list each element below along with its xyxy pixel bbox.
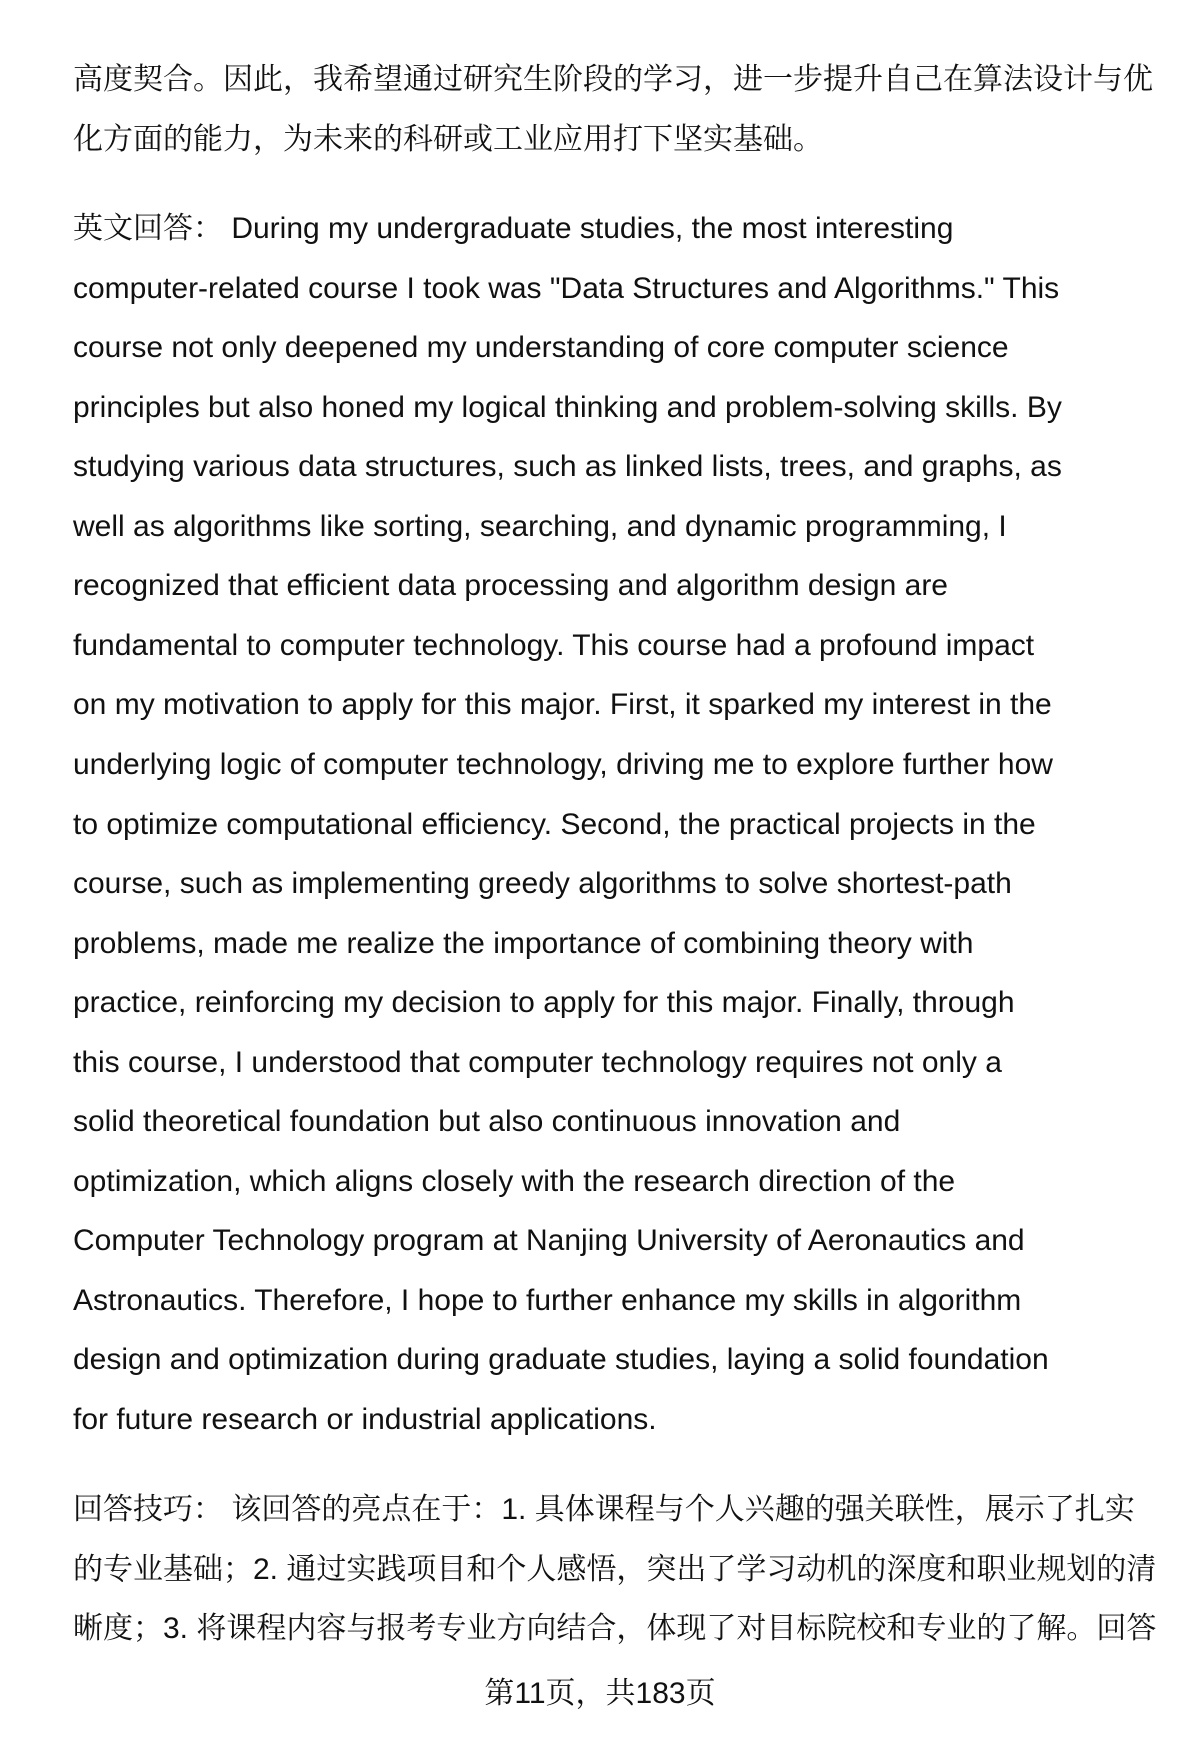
english-answer-label: 英文回答： <box>73 212 223 245</box>
paragraph-2-line: recognized that efficient data processing and algorithm design are <box>73 569 948 603</box>
paragraph-2-line: to optimize computational efficiency. Second, the practical projects in the <box>73 807 1036 841</box>
paragraph-2-line: fundamental to computer technology. This course had a profound impact <box>73 628 1035 662</box>
paragraph-3-line: 的专业基础；2. 通过实践项目和个人感悟，突出了学习动机的深度和职业规划的清 <box>73 1553 1157 1586</box>
paragraph-2-line: for future research or industrial applications. <box>73 1403 657 1436</box>
paragraph-2-line: this course, I understood that computer technology requires not only a <box>73 1045 1002 1079</box>
paragraph-2-line: well as algorithms like sorting, searching, and dynamic programming, I <box>73 509 1007 543</box>
paragraph-2-line <box>73 209 953 249</box>
paragraph-1-line: 化方面的能力，为未来的科研或工业应用打下坚实基础。 <box>73 123 823 156</box>
paragraph-2-line: solid theoretical foundation but also continuous innovation and <box>73 1105 901 1139</box>
answer-tips-text: 该回答的亮点在于：1. 具体课程与个人兴趣的强关联性，展示了扎实 <box>223 1493 1135 1526</box>
paragraph-2-line: on my motivation to apply for this major. First, it sparked my interest in the <box>73 688 1052 722</box>
paragraph-2-line: principles but also honed my logical thinking and problem-solving skills. By <box>73 390 1062 424</box>
paragraph-2-line: practice, reinforcing my decision to apply for this major. Finally, through <box>73 986 1015 1020</box>
paragraph-3-line: 晰度；3. 将课程内容与报考专业方向结合，体现了对目标院校和专业的了解。回答 <box>73 1612 1157 1645</box>
paragraph-2-line: Computer Technology program at Nanjing University of Aeronautics and <box>73 1224 1025 1258</box>
paragraph-2-line: Astronautics. Therefore, I hope to further enhance my skills in algorithm <box>73 1283 1022 1317</box>
paragraph-2-line: course not only deepened my understanding of core computer science <box>73 331 1009 365</box>
paragraph-3-line <box>73 1490 1135 1530</box>
paragraph-2-line: studying various data structures, such as linked lists, trees, and graphs, as <box>73 450 1062 484</box>
paragraph-2-line: computer-related course I took was "Data Structures and Algorithms." This <box>73 271 1060 305</box>
page-number: 第11页，共183页 <box>484 1677 716 1710</box>
paragraph-1-line: 高度契合。因此，我希望通过研究生阶段的学习，进一步提升自己在算法设计与优 <box>73 63 1153 96</box>
paragraph-2-line: design and optimization during graduate studies, laying a solid foundation <box>73 1343 1049 1377</box>
paragraph-2-line: course, such as implementing greedy algorithms to solve shortest-path <box>73 867 1012 901</box>
paragraph-2-line: underlying logic of computer technology, driving me to explore further how <box>73 747 1053 781</box>
paragraph-2-line: problems, made me realize the importance of combining theory with <box>73 926 974 960</box>
answer-tips-label: 回答技巧： <box>73 1493 223 1526</box>
english-answer-text: During my undergraduate studies, the most interesting <box>223 212 954 245</box>
paragraph-2-line: optimization, which aligns closely with the research direction of the <box>73 1164 956 1198</box>
